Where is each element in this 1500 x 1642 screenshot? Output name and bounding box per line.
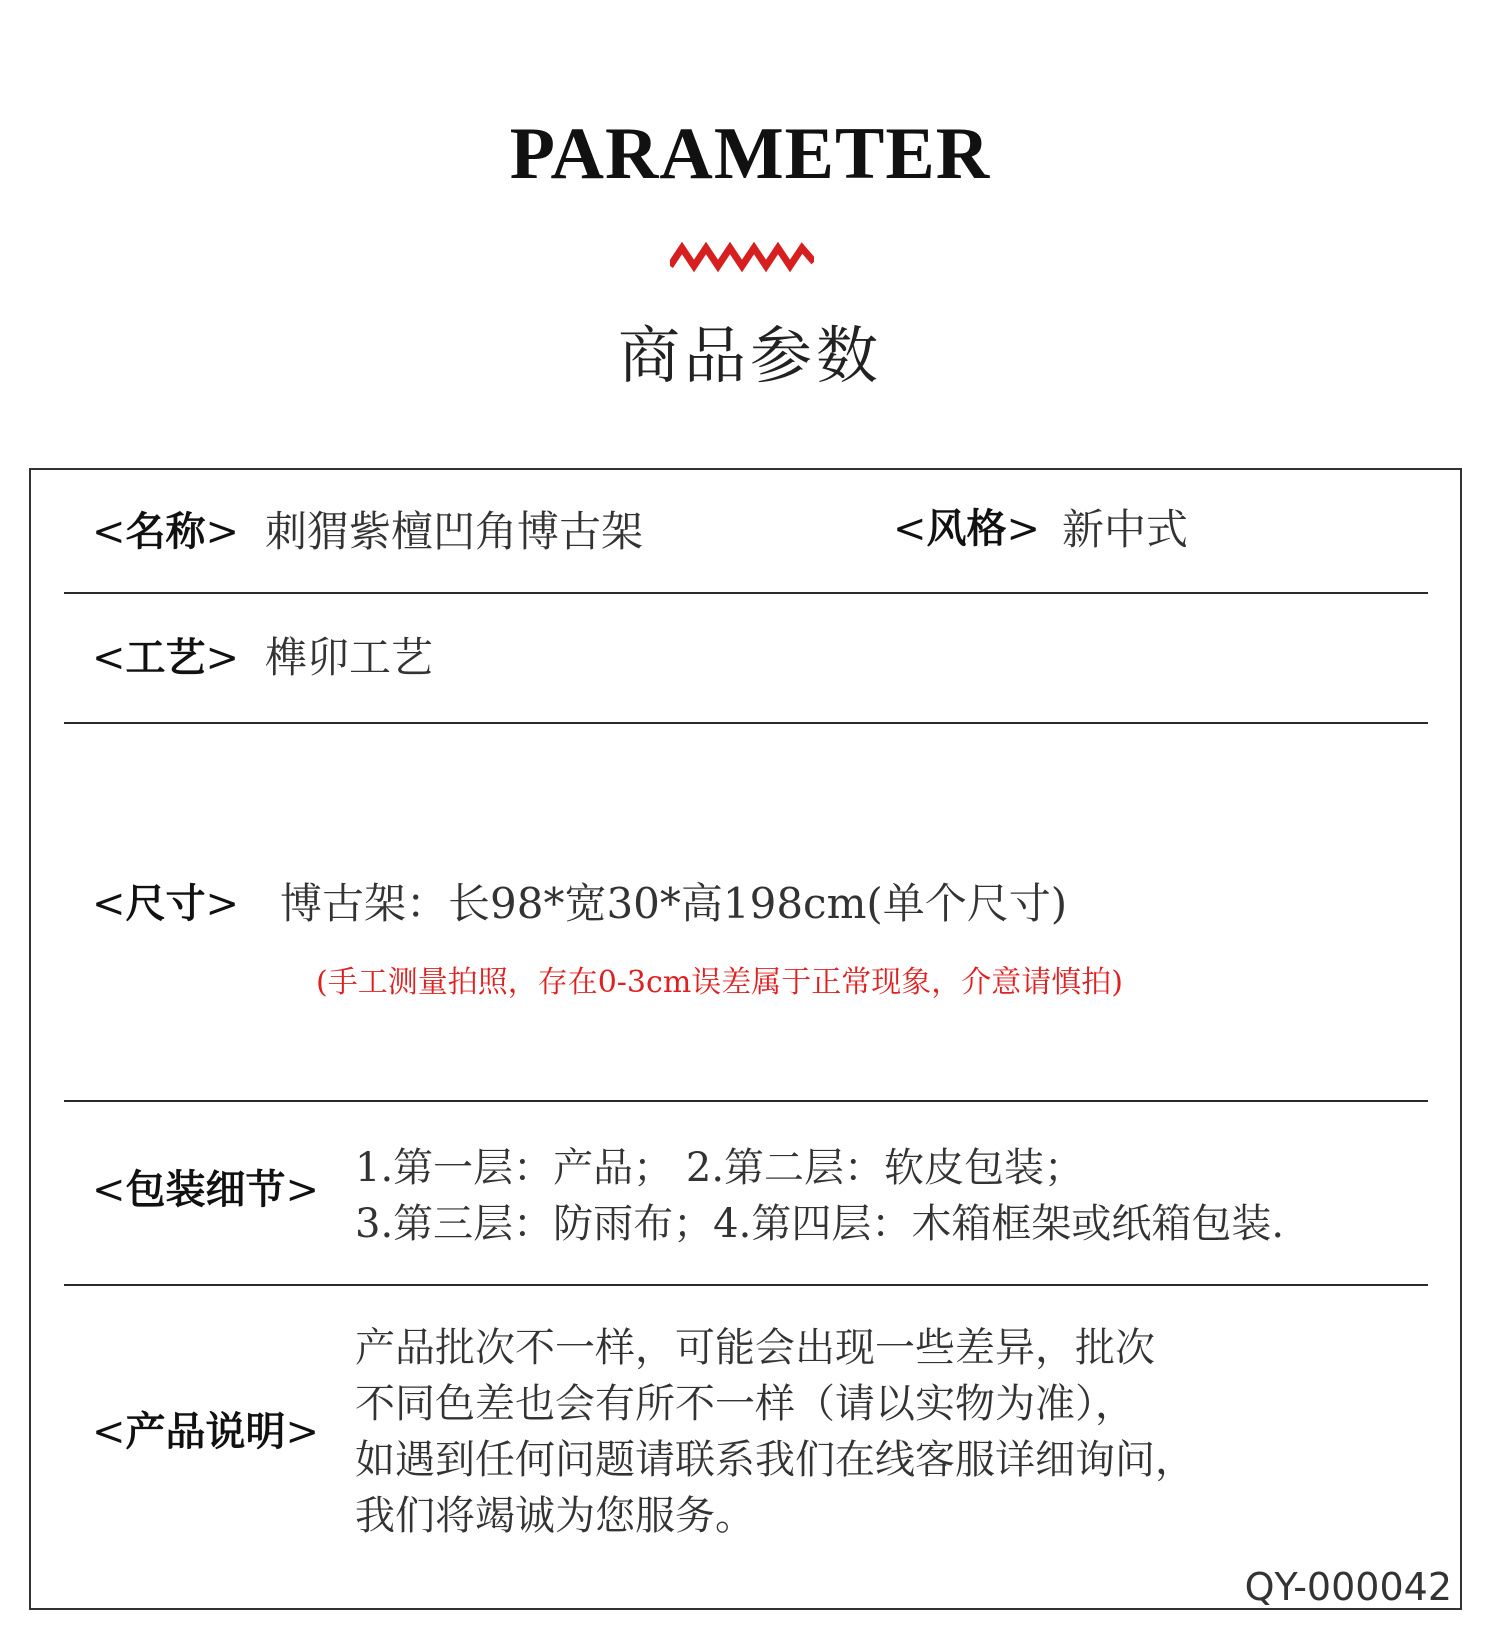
description-line: 如遇到任何问题请联系我们在线客服详细询问， bbox=[355, 1437, 1195, 1483]
packaging-label: <包装细节> bbox=[92, 1166, 320, 1213]
packaging-details bbox=[355, 1140, 1284, 1252]
description-line: 不同色差也会有所不一样（请以实物为准）， bbox=[355, 1381, 1135, 1427]
name-label: <名称> bbox=[92, 508, 240, 555]
wave-divider-icon bbox=[670, 242, 814, 272]
description-line: 产品批次不一样，可能会出现一些差异，批次 bbox=[355, 1325, 1155, 1371]
packaging-line: 1.第一层：产品； 2.第二层：软皮包装； bbox=[355, 1145, 1085, 1191]
description-text bbox=[355, 1320, 1195, 1544]
craft-label: <工艺> bbox=[92, 634, 240, 681]
size-tolerance-note: (手工测量拍照，存在0-3cm误差属于正常现象，介意请慎拍) bbox=[316, 965, 1123, 1000]
page-title-cn: 商品参数 bbox=[617, 319, 882, 392]
row-divider bbox=[64, 722, 1428, 724]
size-label: <尺寸> bbox=[92, 880, 240, 927]
page-title-en: PARAMETER bbox=[509, 113, 991, 195]
craft-value: 榫卯工艺 bbox=[265, 633, 434, 682]
style-value: 新中式 bbox=[1062, 505, 1189, 554]
row-divider bbox=[64, 1100, 1428, 1102]
packaging-line: 3.第三层：防雨布；4.第四层：木箱框架或纸箱包装. bbox=[355, 1201, 1285, 1247]
product-code: QY-000042 bbox=[1244, 1565, 1452, 1609]
row-divider bbox=[64, 592, 1428, 594]
description-label: <产品说明> bbox=[92, 1408, 320, 1455]
style-label: <风格> bbox=[893, 505, 1041, 552]
size-value: 博古架：长98*宽30*高198cm(单个尺寸) bbox=[280, 879, 1068, 928]
description-line: 我们将竭诚为您服务。 bbox=[355, 1493, 755, 1539]
row-divider bbox=[64, 1284, 1428, 1286]
name-value: 刺猬紫檀凹角博古架 bbox=[265, 507, 644, 556]
